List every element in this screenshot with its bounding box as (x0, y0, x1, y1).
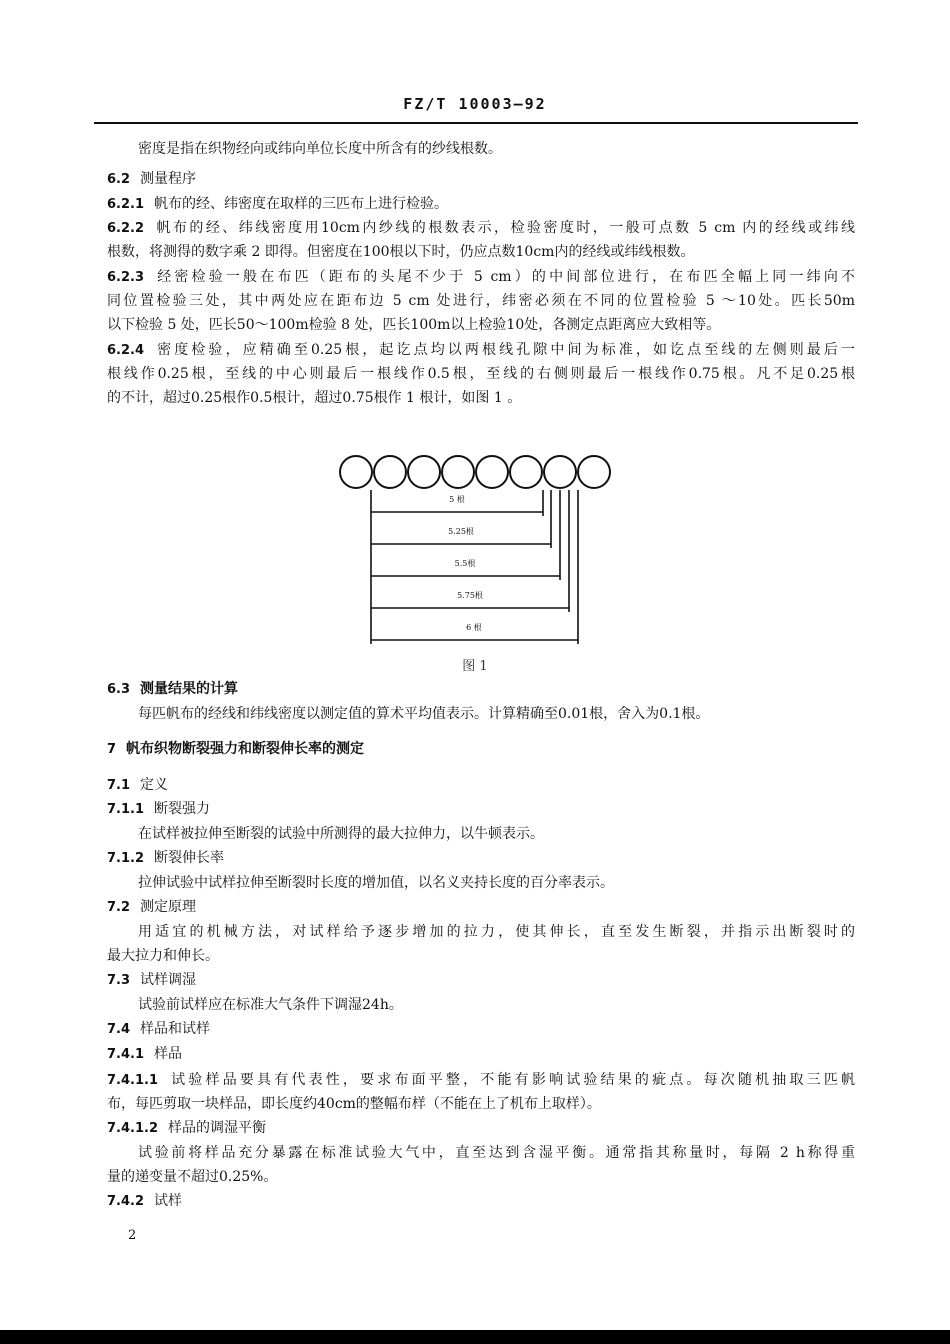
yarn-circle (510, 456, 542, 488)
clause-text: 密度检验，应精确至0.25根，起讫点均以两根线孔隙中间为标准，如讫点至线的左侧则最后一 (154, 342, 855, 358)
section-title: 测量结果的计算 (140, 681, 239, 697)
figure-caption: 图 1 (462, 659, 488, 674)
clause-6-2-1 (107, 195, 855, 214)
section-title: 样品 (154, 1046, 183, 1062)
section-number: 6.3 (107, 682, 131, 697)
section-7-1-heading (107, 776, 855, 795)
section-number: 7.3 (107, 973, 131, 988)
section-title: 试样 (154, 1193, 183, 1209)
section-number: 7.1.2 (107, 851, 145, 866)
yarn-circle (374, 456, 406, 488)
section-7-3-heading (107, 971, 855, 990)
clause-number: 6.2.3 (107, 270, 145, 285)
section-number: 7.1 (107, 778, 131, 793)
section-7-4-heading (107, 1020, 855, 1039)
yarn-circle (340, 456, 372, 488)
density-definition: 密度是指在织物经向或纬向单位长度中所含有的纱线根数。 (138, 141, 502, 157)
header-rule (94, 122, 858, 124)
section-number: 7.4 (107, 1022, 131, 1037)
section-number: 7.1.1 (107, 802, 145, 817)
yarn-circle (442, 456, 474, 488)
section-7-4-1-2-line-2: 量的递变量不超过0.25%。 (107, 1169, 278, 1185)
section-number: 7.4.1.2 (107, 1121, 158, 1136)
section-7-4-1-heading (107, 1045, 855, 1064)
clause-6-2-3-line-2: 同位置检验三处，其中两处应在距布边 5 cm 处进行，纬密必须在不同的位置检验 5 ～10处。匹长50m (107, 293, 855, 309)
clause-number: 6.2.1 (107, 197, 145, 212)
section-7-1-2-heading (107, 849, 855, 868)
clause-number: 7.4.1.1 (107, 1073, 158, 1088)
section-title: 测定原理 (140, 899, 197, 915)
section-7-4-1-2-line-1: 试验前将样品充分暴露在标准试验大气中，直至达到含湿平衡。通常指其称量时，每隔 2 h称得重 (138, 1145, 855, 1161)
yarn-circle (544, 456, 576, 488)
clause-text: 帆布的经、纬密度在取样的三匹布上进行检验。 (154, 196, 449, 212)
section-title: 断裂伸长率 (154, 850, 225, 866)
clause-6-2-4-line-3: 的不计，超过0.25根作0.5根计，超过0.75根作 1 根计，如图 1 。 (107, 390, 522, 406)
section-title: 定义 (140, 777, 169, 793)
section-number: 7.4.2 (107, 1194, 145, 1209)
clause-7-4-1-1-line-2: 布，每匹剪取一块样品，即长度约40cm的整幅布样（不能在上了机布上取样）。 (107, 1096, 601, 1112)
clause-text: 经密检验一般在布匹（距布的头尾不少于 5 cm）的中间部位进行，在布匹全幅上同一纬向不 (154, 269, 855, 285)
section-number: 7.2 (107, 900, 131, 915)
chapter-number: 7 (107, 742, 117, 757)
section-7-4-2-heading (107, 1192, 855, 1211)
clause-6-2-2-line-1 (107, 219, 855, 238)
label-6: 6 根 (466, 623, 482, 632)
chapter-title: 帆布织物断裂强力和断裂伸长率的测定 (126, 741, 365, 757)
section-number: 6.2 (107, 172, 131, 187)
clause-6-2-2-line-2: 根数，将测得的数字乘 2 即得。但密度在100根以下时，仍应点数10cm内的经线或纬线根数。 (107, 244, 695, 260)
clause-6-2-3-line-3: 以下检验 5 处，匹长50～100m检验 8 处，匹长100m以上检验10处，各测定点距离应大致相等。 (107, 317, 721, 333)
label-5-25: 5.25根 (448, 527, 474, 536)
clause-6-2-3-line-1 (107, 268, 855, 287)
section-7-3-text: 试验前试样应在标准大气条件下调湿24h。 (138, 997, 403, 1013)
clause-text: 帆布的经、纬线密度用10cm内纱线的根数表示，检验密度时，一般可点数 5 cm 内的经线或纬线 (154, 220, 855, 236)
label-5: 5 根 (449, 495, 465, 504)
section-7-2-line-2: 最大拉力和伸长。 (107, 948, 219, 964)
section-title: 断裂强力 (154, 801, 211, 817)
chapter-7-heading (107, 740, 855, 759)
section-6-3-text: 每匹帆布的经线和纬线密度以测定值的算术平均值表示。计算精确至0.01根，舍入为0.1根。 (138, 706, 710, 722)
section-title: 测量程序 (140, 171, 197, 187)
standard-header: FZ/T 10003—92 (403, 95, 547, 113)
section-6-3-heading (107, 680, 855, 699)
label-5-75: 5.75根 (457, 591, 483, 600)
section-title: 试样调湿 (140, 972, 197, 988)
label-5-5: 5.5根 (454, 559, 476, 568)
section-7-4-1-2-heading (107, 1119, 855, 1138)
section-7-2-heading (107, 898, 855, 917)
section-7-1-1-heading (107, 800, 855, 819)
section-title: 样品的调湿平衡 (168, 1120, 266, 1136)
figure-1-yarn-counting-diagram (330, 452, 620, 652)
section-number: 7.4.1 (107, 1047, 145, 1062)
yarn-circle (578, 456, 610, 488)
clause-6-2-4-line-1 (107, 341, 855, 360)
section-title: 样品和试样 (140, 1021, 211, 1037)
yarn-circle (476, 456, 508, 488)
yarn-circle (408, 456, 440, 488)
page-number: 2 (128, 1228, 137, 1243)
section-7-1-1-text: 在试样被拉伸至断裂的试验中所测得的最大拉伸力，以牛顿表示。 (138, 826, 544, 842)
clause-number: 6.2.4 (107, 343, 145, 358)
clause-number: 6.2.2 (107, 221, 145, 236)
scan-bottom-edge (0, 1330, 950, 1344)
section-6-2-heading (107, 170, 855, 189)
clause-7-4-1-1-line-1 (107, 1071, 855, 1090)
clause-6-2-4-line-2: 根线作0.25根，至线的中心则最后一根线作0.5根，至线的右侧则最后一根线作0.75根。凡不足0.25根 (107, 366, 855, 382)
section-7-2-line-1: 用适宜的机械方法，对试样给予逐步增加的拉力，使其伸长，直至发生断裂，并指示出断裂时的 (138, 924, 855, 940)
clause-text: 试验样品要具有代表性，要求布面平整，不能有影响试验结果的疵点。每次随机抽取三匹帆 (168, 1072, 855, 1088)
section-7-1-2-text: 拉伸试验中试样拉伸至断裂时长度的增加值，以名义夹持长度的百分率表示。 (138, 875, 614, 891)
